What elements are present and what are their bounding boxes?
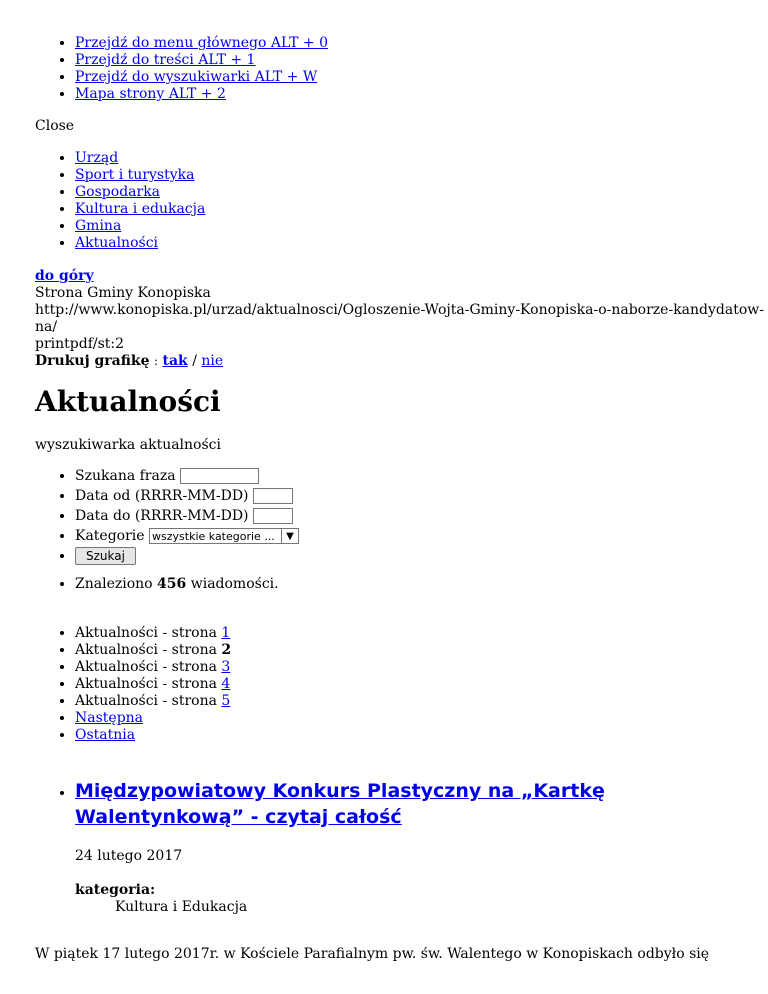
search-row — [75, 526, 768, 546]
page-item — [75, 710, 768, 727]
nav-item — [75, 184, 768, 201]
nav-item — [75, 167, 768, 184]
nav-item — [75, 218, 768, 235]
nav-item-urzad[interactable]: Urząd — [75, 150, 119, 166]
news-title — [75, 778, 768, 830]
print-url-line: http://www.konopiska.pl/urzad/aktualnosci/Ogloszenie-Wojta-Gminy-Konopiska-o-naborze-kandydatow-na/ — [35, 302, 764, 335]
print-graphic-slash: / — [192, 353, 197, 369]
print-graphic-no-link[interactable]: nie — [201, 353, 224, 369]
results-count-item — [75, 576, 768, 593]
skip-to-content-link[interactable]: Przejdź do treści ALT + 1 — [75, 52, 256, 68]
category-selected-value: wszystkie kategorie ... — [152, 530, 275, 543]
search-row — [75, 466, 768, 486]
nav-item-kultura[interactable]: Kultura i edukacja — [75, 201, 206, 217]
page-item — [75, 676, 768, 693]
date-to-input[interactable] — [253, 508, 293, 524]
news-title-link[interactable]: Międzypowiatowy Konkurs Plastyczny na „Kartkę Walentynkową” - czytaj całość — [75, 780, 605, 828]
page-item — [75, 659, 768, 676]
page-item — [75, 642, 768, 659]
news-date: 24 lutego 2017 — [75, 848, 183, 864]
search-row — [75, 546, 768, 566]
category-label: Kategorie — [75, 528, 145, 544]
results-suffix: wiadomości. — [190, 576, 279, 592]
news-excerpt: W piątek 17 lutego 2017r. w Kościele Parafialnym pw. św. Walentego w Konopiskach odbyło się — [35, 946, 710, 962]
skip-link-item — [75, 86, 768, 103]
nav-item-gmina[interactable]: Gmina — [75, 218, 122, 234]
page-prefix: Aktualności - strona — [75, 642, 217, 658]
date-from-label: Data od (RRRR-MM-DD) — [75, 488, 249, 504]
pagination — [35, 625, 768, 744]
page-link[interactable]: 4 — [221, 676, 231, 692]
page-prefix: Aktualności - strona — [75, 676, 217, 692]
news-category-label: kategoria: — [75, 882, 156, 898]
results-count — [35, 576, 768, 593]
results-prefix: Znaleziono — [75, 576, 153, 592]
print-header — [35, 268, 768, 370]
news-list — [35, 778, 768, 916]
search-title: wyszukiwarka aktualności — [35, 437, 221, 453]
nav-item — [75, 201, 768, 218]
search-row — [75, 506, 768, 526]
nav-item — [75, 235, 768, 252]
skip-to-menu-link[interactable]: Przejdź do menu głównego ALT + 0 — [75, 35, 328, 51]
print-url-line: printpdf/st:2 — [35, 336, 125, 352]
print-graphic-yes-link[interactable]: tak — [162, 353, 188, 369]
skip-link-item — [75, 69, 768, 86]
page-link[interactable]: 5 — [221, 693, 231, 709]
next-page-link[interactable]: Następna — [75, 710, 144, 726]
phrase-input[interactable] — [180, 468, 259, 484]
skip-link-item — [75, 35, 768, 52]
news-category-value: Kultura i Edukacja — [115, 899, 248, 915]
page-item — [75, 727, 768, 744]
date-to-label: Data do (RRRR-MM-DD) — [75, 508, 249, 524]
nav-item-aktualnosci[interactable]: Aktualności — [75, 235, 159, 251]
skip-links — [35, 35, 768, 103]
news-item — [75, 778, 768, 916]
page-item — [75, 625, 768, 642]
skip-to-search-link[interactable]: Przejdź do wyszukiwarki ALT + W — [75, 69, 318, 85]
page-title: Aktualności — [35, 385, 221, 418]
back-to-top-link[interactable]: do góry — [35, 268, 94, 284]
page-link[interactable]: 3 — [221, 659, 231, 675]
search-row — [75, 486, 768, 506]
page-link[interactable]: 1 — [221, 625, 231, 641]
search-button[interactable]: Szukaj — [75, 547, 136, 565]
page-item — [75, 693, 768, 710]
search-form — [35, 466, 768, 566]
category-select[interactable] — [149, 528, 299, 544]
nav-item-gospodarka[interactable]: Gospodarka — [75, 184, 161, 200]
print-graphic-label: Drukuj grafikę — [35, 353, 150, 369]
print-graphic-colon: : — [154, 354, 159, 368]
close-label[interactable]: Close — [35, 118, 75, 134]
current-page: 2 — [221, 642, 232, 658]
nav-item — [75, 150, 768, 167]
skip-link-item — [75, 52, 768, 69]
last-page-link[interactable]: Ostatnia — [75, 727, 136, 743]
main-nav — [35, 150, 768, 252]
page-prefix: Aktualności - strona — [75, 625, 217, 641]
page-prefix: Aktualności - strona — [75, 659, 217, 675]
results-number: 456 — [157, 576, 187, 592]
nav-item-sport[interactable]: Sport i turystyka — [75, 167, 195, 183]
triangle-down-icon: ▼ — [281, 529, 298, 543]
site-name: Strona Gminy Konopiska — [35, 285, 211, 301]
page-prefix: Aktualności - strona — [75, 693, 217, 709]
print-graphic-row — [35, 353, 768, 370]
date-from-input[interactable] — [253, 488, 293, 504]
sitemap-link[interactable]: Mapa strony ALT + 2 — [75, 86, 226, 102]
phrase-label: Szukana fraza — [75, 468, 176, 484]
